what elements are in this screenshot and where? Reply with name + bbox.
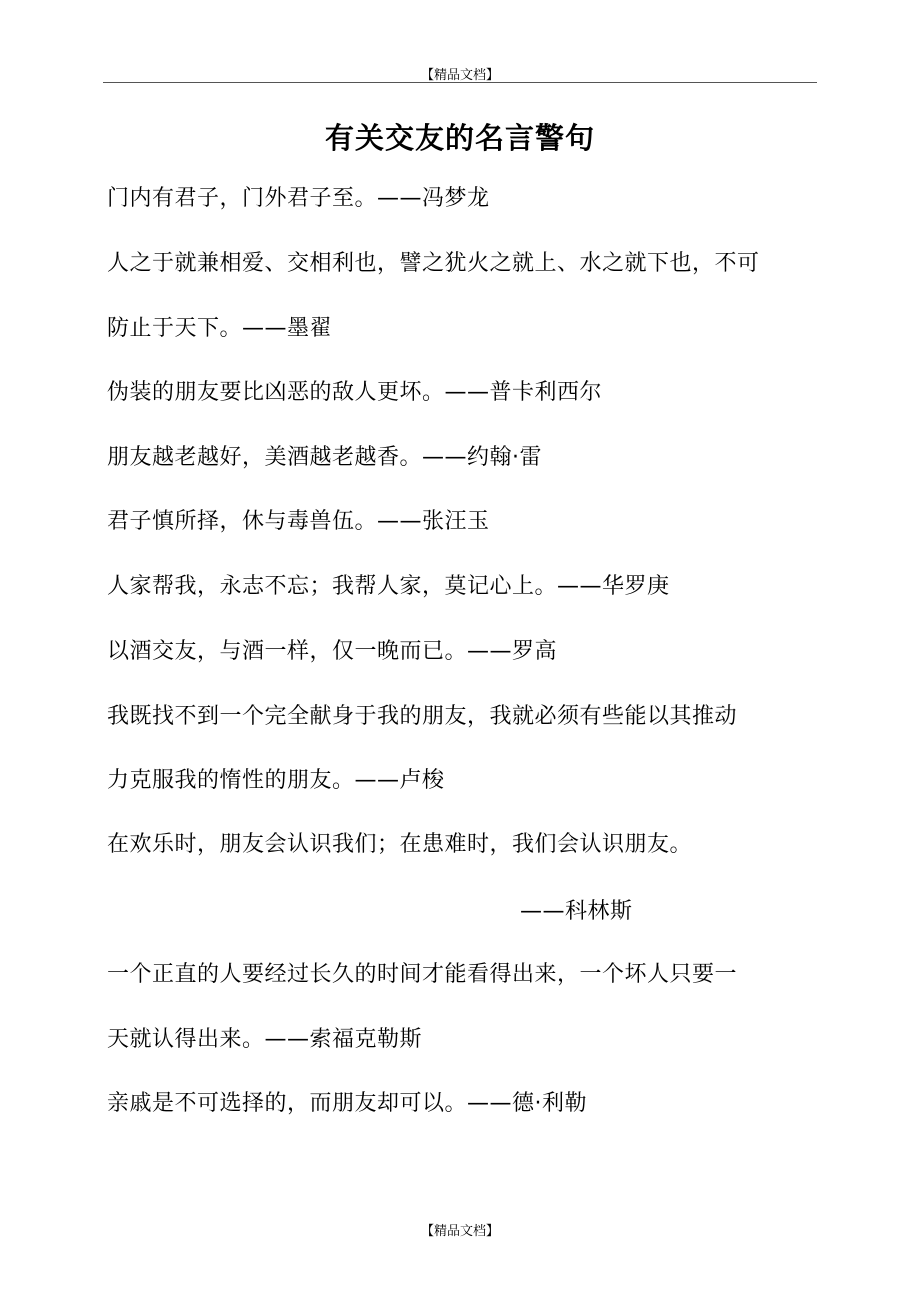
quote-line: 亲戚是不可选择的，而朋友却可以。——德·利勒: [107, 1091, 587, 1116]
quote-line: 门内有君子，门外君子至。——冯梦龙: [107, 186, 490, 211]
quote-line: 天就认得出来。——索福克勒斯: [107, 1027, 423, 1052]
quote-line: 在欢乐时，朋友会认识我们；在患难时，我们会认识朋友。: [107, 832, 693, 857]
header-divider: [103, 82, 817, 83]
quote-line: 伪装的朋友要比凶恶的敌人更坏。——普卡利西尔: [107, 380, 603, 405]
page-header: 【精品文档】: [420, 68, 499, 83]
quote-line: 力克服我的惰性的朋友。——卢梭: [107, 768, 445, 793]
quote-line: 人家帮我，永志不忘；我帮人家，莫记心上。——华罗庚: [107, 574, 670, 599]
quote-line: 以酒交友，与酒一样，仅一晚而已。——罗高: [107, 639, 558, 664]
document-title: 有关交友的名言警句: [324, 121, 595, 155]
quote-line: 防止于天下。——墨翟: [107, 316, 333, 341]
quote-line: 人之于就兼相爱、交相利也，譬之犹火之就上、水之就下也，不可: [107, 251, 760, 276]
page-footer: 【精品文档】: [420, 1224, 499, 1239]
quote-line: 一个正直的人要经过长久的时间才能看得出来，一个坏人只要一: [107, 962, 738, 987]
quote-line: 朋友越老越好，美酒越老越香。——约翰·雷: [107, 445, 542, 470]
quote-attribution: ——科林斯: [520, 899, 633, 924]
quote-line: 我既找不到一个完全献身于我的朋友，我就必须有些能以其推动: [107, 704, 738, 729]
quote-line: 君子慎所择，休与毒兽伍。——张汪玉: [107, 509, 490, 534]
